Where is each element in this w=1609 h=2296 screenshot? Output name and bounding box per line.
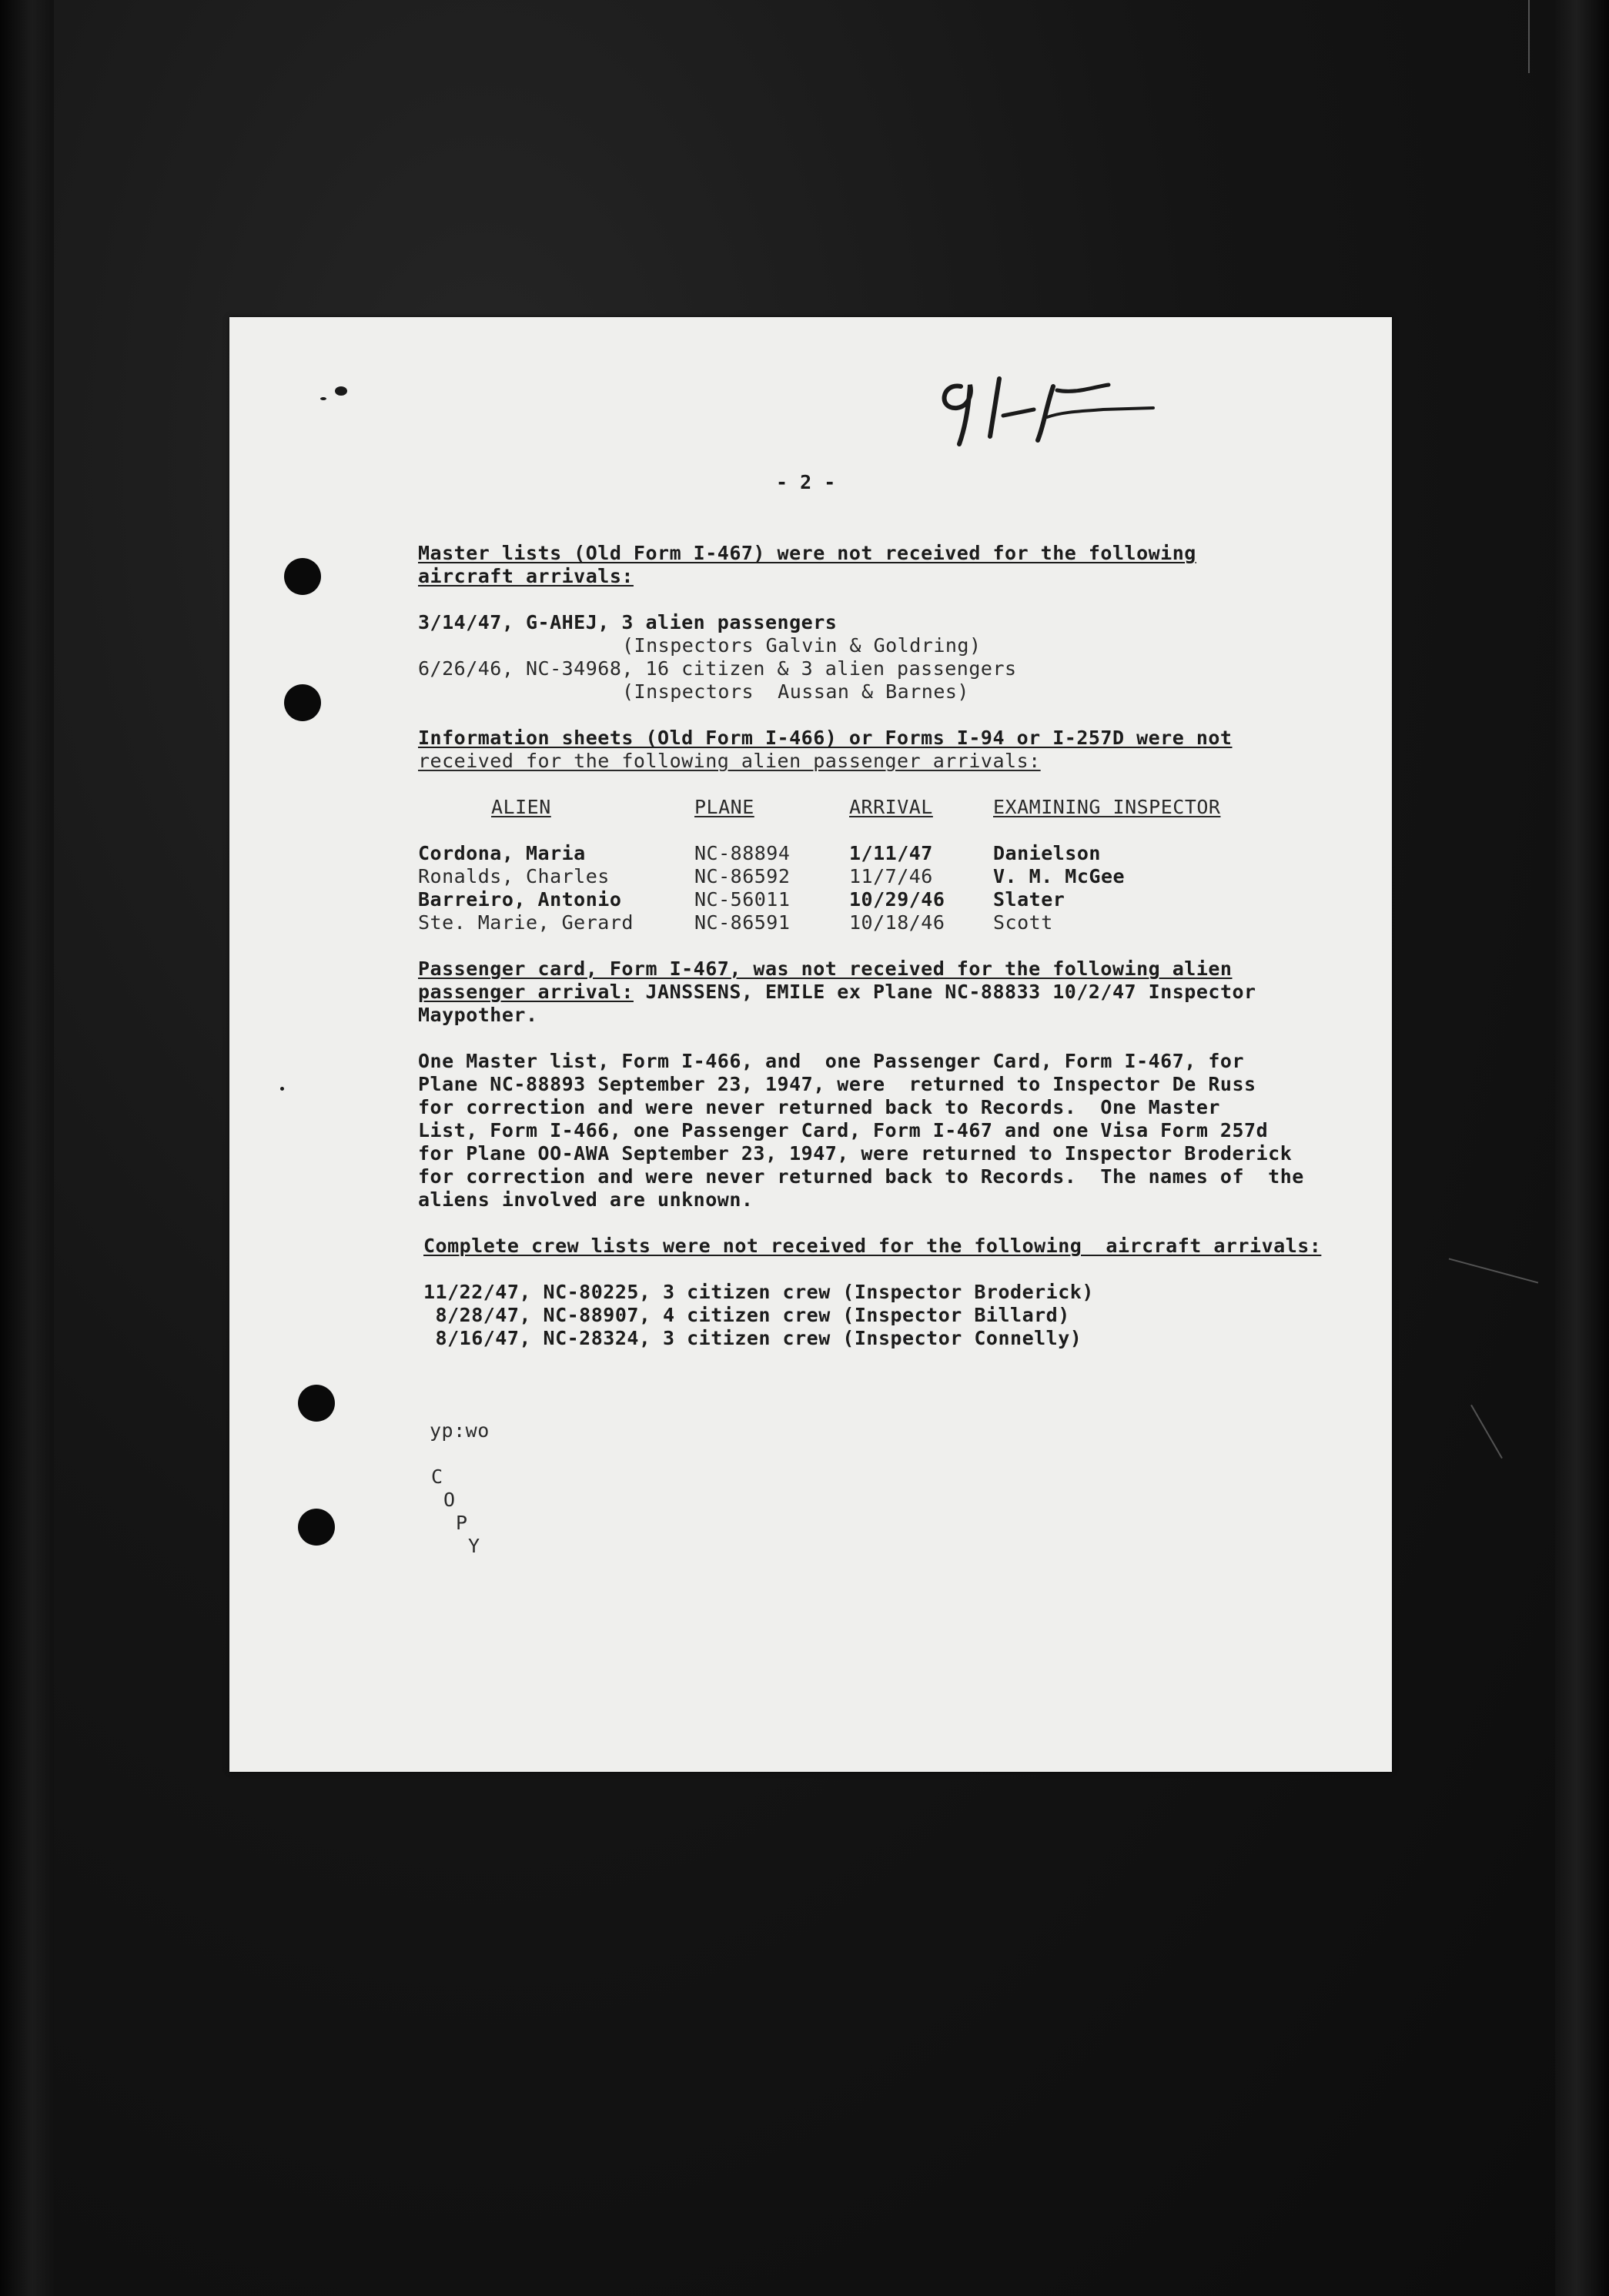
section4-line: for correction and were never returned back to Records. The names of the	[418, 1165, 1304, 1188]
table-cell-plane: NC-88894	[694, 842, 791, 864]
copy-letter: Y	[468, 1535, 480, 1557]
table-cell-alien: Ste. Marie, Gerard	[418, 911, 634, 934]
section1-entry-inspectors: (Inspectors Aussan & Barnes)	[622, 680, 969, 703]
film-edge-right	[1555, 0, 1609, 2296]
table-cell-arrival: 10/18/46	[849, 911, 945, 934]
punch-hole	[298, 1509, 335, 1546]
crew-list-entry: 8/16/47, NC-28324, 3 citizen crew (Inspector Connelly)	[423, 1327, 1082, 1349]
section1-heading-line2: aircraft arrivals:	[418, 565, 634, 587]
table-cell-arrival: 11/7/46	[849, 865, 933, 887]
punch-hole	[298, 1385, 335, 1422]
table-cell-plane: NC-86591	[694, 911, 791, 934]
section1-entry-line: 3/14/47, G-AHEJ, 3 alien passengers	[418, 611, 838, 633]
section4-line: for Plane OO-AWA September 23, 1947, were returned to Inspector Broderick	[418, 1142, 1293, 1165]
page-number: - 2 -	[776, 471, 836, 493]
section3-arrival-detail: JANSSENS, EMILE ex Plane NC-88833 10/2/47 Inspector	[633, 981, 1256, 1003]
table-cell-inspector: Scott	[993, 911, 1053, 934]
section4-line: One Master list, Form I-466, and one Passenger Card, Form I-467, for	[418, 1050, 1245, 1072]
column-header-plane: PLANE	[694, 796, 754, 818]
ink-speck	[320, 397, 326, 400]
film-scratch	[1470, 1405, 1503, 1459]
film-edge-left	[0, 0, 54, 2296]
copy-letter: O	[443, 1489, 456, 1511]
table-cell-arrival: 1/11/47	[849, 842, 933, 864]
section2-heading-line1: Information sheets (Old Form I-466) or Forms I-94 or I-257D were not	[418, 727, 1233, 749]
document-page	[229, 317, 1392, 1772]
section2-heading-line2: received for the following alien passenger arrivals:	[418, 750, 1041, 772]
column-header-alien: ALIEN	[491, 796, 551, 818]
film-scratch	[1449, 1258, 1538, 1284]
section1-entry-line: 6/26/46, NC-34968, 16 citizen & 3 alien passengers	[418, 657, 1017, 680]
section4-line: aliens involved are unknown.	[418, 1188, 754, 1211]
section4-line: List, Form I-466, one Passenger Card, Form I-467 and one Visa Form 257d	[418, 1119, 1269, 1141]
table-cell-arrival: 10/29/46	[849, 888, 945, 911]
table-cell-plane: NC-86592	[694, 865, 791, 887]
section1-entry-inspectors: (Inspectors Galvin & Goldring)	[622, 634, 982, 657]
copy-letter: C	[431, 1465, 443, 1488]
section4-line: Plane NC-88893 September 23, 1947, were returned to Inspector De Russ	[418, 1073, 1256, 1095]
typist-initials: yp:wo	[430, 1419, 490, 1442]
film-scratch	[1528, 0, 1530, 73]
table-cell-inspector: Danielson	[993, 842, 1101, 864]
column-header-examining-inspector: EXAMINING INSPECTOR	[993, 796, 1221, 818]
table-cell-inspector: V. M. McGee	[993, 865, 1126, 887]
section3-heading-line1: Passenger card, Form I-467, was not received for the following alien	[418, 958, 1233, 980]
section5-heading: Complete crew lists were not received for the following aircraft arrivals:	[423, 1235, 1322, 1257]
table-cell-plane: NC-56011	[694, 888, 791, 911]
copy-letter: P	[456, 1512, 468, 1534]
punch-hole	[284, 558, 321, 595]
punch-hole	[284, 684, 321, 721]
table-cell-alien: Ronalds, Charles	[418, 865, 610, 887]
ink-speck	[335, 386, 347, 396]
ink-speck	[280, 1087, 284, 1091]
section3-line2	[418, 981, 1256, 1004]
handwritten-file-mark	[930, 363, 1176, 456]
section3-line3: Maypother.	[418, 1004, 538, 1026]
table-cell-alien: Cordona, Maria	[418, 842, 586, 864]
table-cell-inspector: Slater	[993, 888, 1065, 911]
section4-line: for correction and were never returned back to Records. One Master	[418, 1096, 1220, 1118]
section1-heading-line1: Master lists (Old Form I-467) were not received for the following	[418, 542, 1196, 564]
table-cell-alien: Barreiro, Antonio	[418, 888, 622, 911]
section3-heading-line2: passenger arrival:	[418, 981, 634, 1003]
column-header-arrival: ARRIVAL	[849, 796, 933, 818]
crew-list-entry: 11/22/47, NC-80225, 3 citizen crew (Inspector Broderick)	[423, 1281, 1094, 1303]
crew-list-entry: 8/28/47, NC-88907, 4 citizen crew (Inspector Billard)	[423, 1304, 1070, 1326]
